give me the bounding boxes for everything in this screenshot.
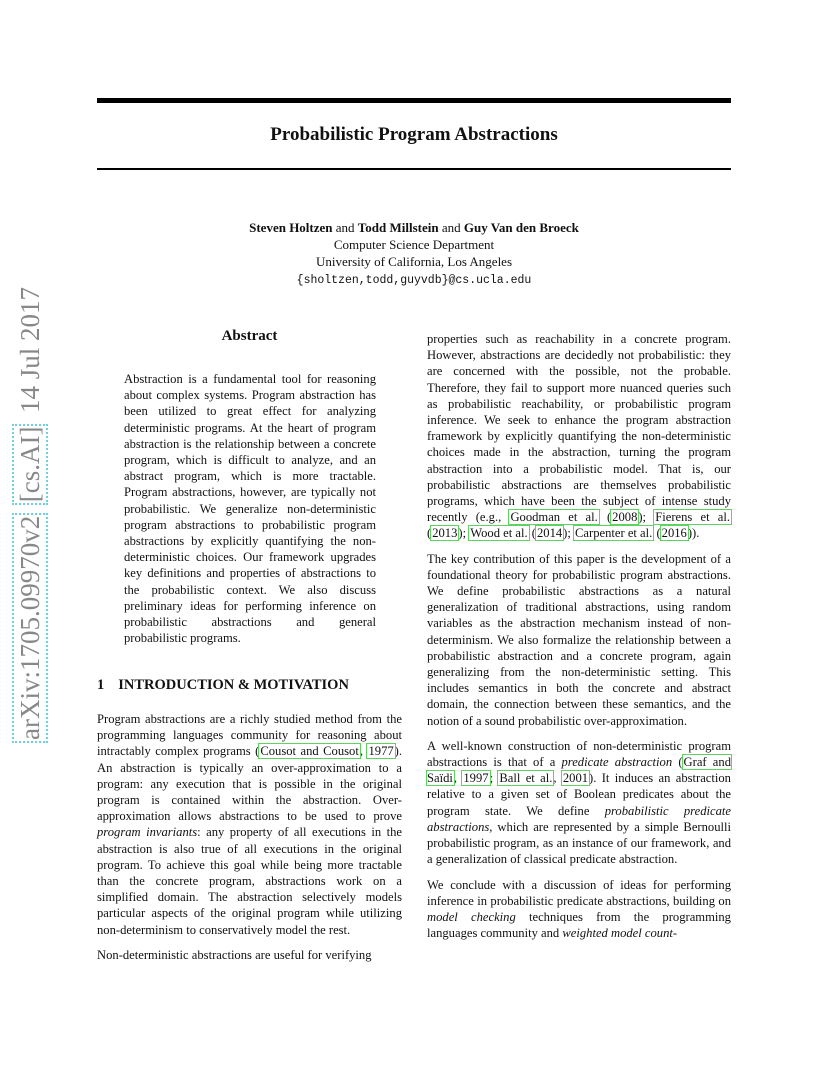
abstract-heading: Abstract bbox=[221, 328, 278, 344]
title-rule-top bbox=[97, 98, 731, 103]
affiliation-dept: Computer Science Department bbox=[333, 237, 495, 252]
arxiv-category[interactable]: [cs.AI] bbox=[15, 426, 45, 503]
citation-goodman-year[interactable]: 2008 bbox=[612, 510, 638, 525]
intro-paragraph-1: Program abstractions are a richly studied method from the programming languages community for reasoning about intractably complex programs (Cousot and Cousot, 1977). An abstraction is typically an over-approximation to a program: any execution that is possible in the original program is contained within the abstraction. Over-approximation allows abstractions to be used to prove program invariants: any property of all executions in the abstraction is also true of all executions in the original program. To achieve this goal while being more tractable than the concrete program, abstractions work on a simplified domain. The abstraction selectively models particular aspects of the original program while utilizing non-determinism to conservatively model the rest. bbox=[97, 712, 402, 937]
citation-ball-year[interactable]: 2001 bbox=[562, 771, 589, 786]
section-title: INTRODUCTION & MOTIVATION bbox=[118, 677, 349, 693]
citation-cousot-year[interactable]: 1977 bbox=[368, 744, 394, 759]
citation-fierens-year[interactable]: 2013 bbox=[432, 526, 458, 541]
paper-title: Probabilistic Program Abstractions bbox=[270, 124, 558, 145]
and-1: and bbox=[335, 220, 355, 235]
author-2: Todd Millstein bbox=[357, 220, 439, 235]
and-2: and bbox=[441, 220, 461, 235]
citation-ball[interactable]: Ball et al. bbox=[499, 771, 553, 786]
affiliation-univ: University of California, Los Angeles bbox=[315, 254, 513, 269]
author-3: Guy Van den Broeck bbox=[463, 220, 579, 235]
citation-graf[interactable]: Graf and Saïdi bbox=[427, 755, 731, 786]
arxiv-id-link[interactable]: arXiv:1705.09970v2 bbox=[15, 515, 45, 740]
right-paragraph-2: The key contribution of this paper is the development of a foundational theory for probabilistic program abstractions. We define probabilistic abstractions as a natural generalization of traditional abstractions, using random variables as the abstraction mechanism instead of non-determinism. We also formalize the relationship between a probabilistic abstraction and a concrete program, again generalizing from the non-deterministic setting. This includes semantics in both the concrete and abstract domain, the connection between these semantics, and the notion of a sound probabilistic over-approximation. bbox=[427, 551, 731, 728]
right-paragraph-3: A well-known construction of non-deterministic program abstractions is that of a predicate abstraction (Graf and Saïdi, 1997; Ball et al., 2001). It induces an abstraction relative to a given set of Boolean predicates about the program state. We define probabilistic predicate abstractions, which are represented by a simple Bernoulli probabilistic program, as an instance of our framework, and a generalization of classical predicate abstraction. bbox=[427, 738, 731, 867]
citation-fierens[interactable]: Fierens et al. bbox=[655, 510, 730, 525]
author-email: {sholtzen,todd,guyvdb}@cs.ucla.edu bbox=[296, 274, 532, 287]
citation-carpenter[interactable]: Carpenter et al. bbox=[575, 526, 653, 541]
intro-column bbox=[97, 711, 402, 972]
author-block bbox=[97, 219, 731, 289]
section-heading bbox=[97, 677, 349, 694]
right-paragraph-4: We conclude with a discussion of ideas for performing inference in probabilistic predicate abstractions, building on model checking techniques from the programming languages community and weighted model count- bbox=[427, 877, 731, 941]
abstract-text: Abstraction is a fundamental tool for reasoning about complex systems. Program abstraction has been utilized to great effect for analyzing deterministic programs. At the heart of program abstraction is the relationship between a concrete program, which is difficult to analyze, and an abstract program, which is more tractable. Program abstractions, however, are typically not probabilistic. We generalize non-deterministic program abstractions to probabilistic program abstractions by explicitly quantifying the non-deterministic choices. Our framework upgrades key definitions and properties of abstractions to the probabilistic context. We also discuss preliminary ideas for performing inference on probabilistic abstractions and general probabilistic programs. bbox=[124, 372, 376, 646]
right-column bbox=[427, 331, 731, 950]
citation-graf-year[interactable]: 1997 bbox=[463, 771, 489, 786]
citation-carpenter-year[interactable]: 2016 bbox=[661, 526, 687, 541]
citation-goodman[interactable]: Goodman et al. bbox=[510, 510, 598, 525]
citation-cousot[interactable]: Cousot and Cousot bbox=[260, 744, 359, 759]
citation-wood[interactable]: Wood et al. bbox=[470, 526, 528, 541]
title-rule-bottom bbox=[97, 168, 731, 170]
citation-wood-year[interactable]: 2014 bbox=[536, 526, 563, 541]
section-number: 1 bbox=[97, 677, 105, 693]
arxiv-date: 14 Jul 2017 bbox=[15, 287, 45, 414]
author-1: Steven Holtzen bbox=[249, 220, 333, 235]
arxiv-stamp bbox=[15, 287, 46, 740]
intro-paragraph-2: Non-deterministic abstractions are useful for verifying bbox=[97, 947, 372, 962]
right-paragraph-1: properties such as reachability in a concrete program. However, abstractions are decidedly not probabilistic: they are concerned with the possible, not the probable. Therefore, they fail to support more nuanced queries such as probabilistic reachability, or probabilistic program inference. We seek to enhance the program abstraction framework by explicitly quantifying the non-deterministic choices made in the abstraction, turning the program abstraction into a probabilistic model. That is, our probabilistic abstractions are themselves probabilistic programs, which have been the subject of intense study recently (e.g., Goodman et al. (2008); Fierens et al. (2013); Wood et al. (2014); Carpenter et al. (2016)). bbox=[427, 332, 731, 541]
